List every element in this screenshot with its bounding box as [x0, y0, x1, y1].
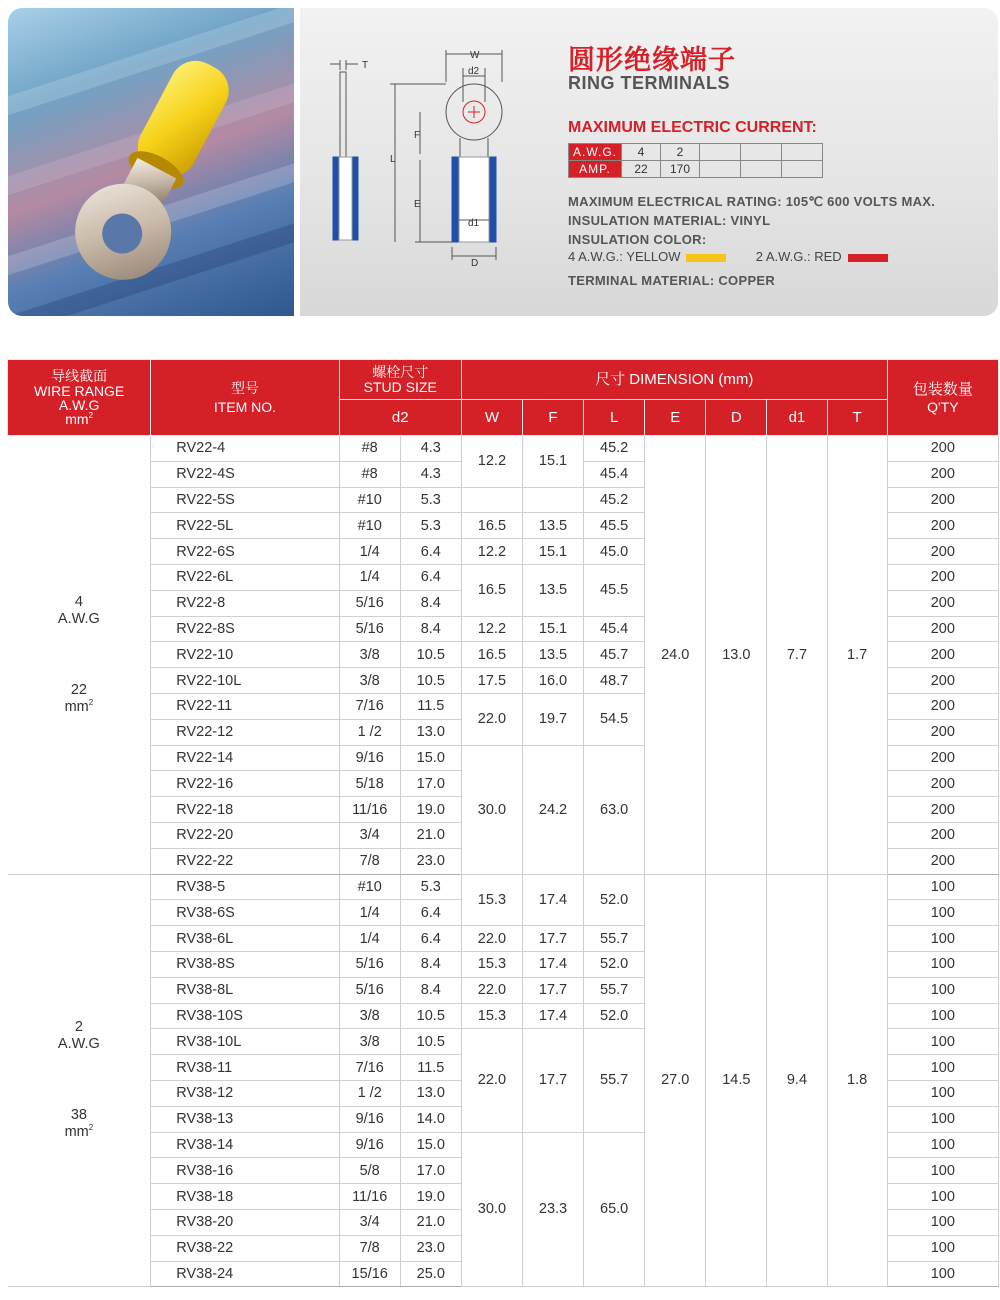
stud-size-cell: 15/16: [339, 1261, 400, 1287]
f-cell: 17.4: [522, 874, 583, 926]
item-no-cell: RV22-12: [151, 719, 339, 745]
qty-cell: 200: [887, 616, 998, 642]
qty-cell: 100: [887, 977, 998, 1003]
dim-t: T: [362, 60, 369, 71]
qty-cell: 100: [887, 1055, 998, 1081]
qty-cell: 200: [887, 487, 998, 513]
w-cell: 15.3: [461, 1003, 522, 1029]
w-cell: 16.5: [461, 564, 522, 616]
qty-cell: 100: [887, 874, 998, 900]
l-cell: 45.5: [584, 564, 645, 616]
item-no-cell: RV22-10L: [151, 668, 339, 694]
amp-label: AMP.: [569, 161, 622, 178]
stud-size-cell: 9/16: [339, 745, 400, 771]
item-no-cell: RV38-10S: [151, 1003, 339, 1029]
qty-cell: 100: [887, 900, 998, 926]
awg-value: 4: [622, 144, 661, 161]
qty-cell: 100: [887, 1003, 998, 1029]
w-cell: 30.0: [461, 1132, 522, 1287]
item-no-cell: RV22-10: [151, 642, 339, 668]
w-cell: 12.2: [461, 436, 522, 488]
d2-cell: 5.3: [400, 513, 461, 539]
l-cell: 52.0: [584, 874, 645, 926]
d2-cell: 11.5: [400, 1055, 461, 1081]
yellow-swatch: [686, 254, 726, 262]
d2-cell: 13.0: [400, 1080, 461, 1106]
qty-cell: 200: [887, 590, 998, 616]
current-table: [568, 143, 823, 178]
d2-cell: 8.4: [400, 977, 461, 1003]
d2-cell: 5.3: [400, 487, 461, 513]
qty-header: 包装数量 Q'TY: [887, 360, 998, 436]
stud-size-cell: 3/8: [339, 668, 400, 694]
d-header: D: [706, 400, 767, 436]
w-cell: 15.3: [461, 874, 522, 926]
dimension-header: 尺寸 DIMENSION (mm): [461, 360, 887, 400]
f-header: F: [522, 400, 583, 436]
item-no-cell: RV38-20: [151, 1209, 339, 1235]
d2-cell: 4.3: [400, 461, 461, 487]
item-no-cell: RV22-8S: [151, 616, 339, 642]
w-cell: 22.0: [461, 1029, 522, 1132]
empty-cell: [700, 161, 741, 178]
d2-cell: 10.5: [400, 642, 461, 668]
spec-table: [7, 359, 999, 1287]
f-cell: 16.0: [522, 668, 583, 694]
stud-size-cell: 7/16: [339, 1055, 400, 1081]
wire-range-header: 导线截面 WIRE RANGE A.W.G $mm^2$: [8, 360, 151, 436]
qty-cell: 200: [887, 539, 998, 565]
table-row: [8, 874, 999, 900]
l-cell: 52.0: [584, 951, 645, 977]
qty-cell: 100: [887, 1158, 998, 1184]
w-cell: 22.0: [461, 693, 522, 745]
dim-d: D: [471, 258, 479, 267]
item-no-cell: RV38-14: [151, 1132, 339, 1158]
d2-cell: 17.0: [400, 1158, 461, 1184]
item-no-cell: RV38-6L: [151, 926, 339, 952]
l-cell: 54.5: [584, 693, 645, 745]
l-cell: 45.0: [584, 539, 645, 565]
item-no-cell: RV22-20: [151, 822, 339, 848]
t-cell: 1.7: [827, 436, 887, 875]
w-header: W: [461, 400, 522, 436]
d2-cell: 19.0: [400, 1184, 461, 1210]
d1-cell: 9.4: [767, 874, 827, 1287]
d2-cell: 4.3: [400, 436, 461, 462]
stud-size-cell: #10: [339, 487, 400, 513]
stud-size-cell: 1/4: [339, 539, 400, 565]
w-cell: 16.5: [461, 513, 522, 539]
d2-cell: 6.4: [400, 564, 461, 590]
stud-size-cell: 3/8: [339, 1029, 400, 1055]
item-no-cell: RV22-5L: [151, 513, 339, 539]
item-no-cell: RV22-16: [151, 771, 339, 797]
qty-cell: 200: [887, 797, 998, 823]
t-header: T: [827, 400, 887, 436]
d2-cell: 5.3: [400, 874, 461, 900]
qty-cell: 200: [887, 771, 998, 797]
l-cell: 48.7: [584, 668, 645, 694]
item-no-cell: RV38-8L: [151, 977, 339, 1003]
item-no-cell: RV22-22: [151, 848, 339, 874]
stud-size-cell: 9/16: [339, 1106, 400, 1132]
current-title: MAXIMUM ELECTRIC CURRENT:: [568, 119, 817, 136]
w-cell: 16.5: [461, 642, 522, 668]
technical-drawing: [320, 42, 530, 267]
f-cell: 17.7: [522, 977, 583, 1003]
f-cell: 24.2: [522, 745, 583, 874]
stud-size-cell: 1/4: [339, 564, 400, 590]
item-no-cell: RV22-14: [151, 745, 339, 771]
insulation-color-label: INSULATION COLOR:: [568, 232, 707, 247]
qty-cell: 100: [887, 926, 998, 952]
qty-cell: 200: [887, 564, 998, 590]
stud-size-header: 螺栓尺寸 STUD SIZE: [339, 360, 461, 400]
f-cell: 19.7: [522, 693, 583, 745]
item-no-cell: RV22-18: [151, 797, 339, 823]
stud-size-cell: 7/8: [339, 1235, 400, 1261]
qty-cell: 100: [887, 1209, 998, 1235]
l-cell: 45.4: [584, 461, 645, 487]
empty-cell: [741, 144, 782, 161]
amp-value: 22: [622, 161, 661, 178]
rating-text: MAXIMUM ELECTRICAL RATING: 105℃ 600 VOLTS MAX.: [568, 194, 936, 209]
awg-value: 2: [661, 144, 700, 161]
d2-cell: 23.0: [400, 848, 461, 874]
f-cell: 15.1: [522, 436, 583, 488]
dim-d1: d1: [468, 218, 480, 229]
l-cell: 65.0: [584, 1132, 645, 1287]
f-cell: 15.1: [522, 539, 583, 565]
l-cell: 45.4: [584, 616, 645, 642]
stud-size-cell: #10: [339, 874, 400, 900]
l-cell: 45.7: [584, 642, 645, 668]
dim-l: L: [390, 154, 396, 165]
e-cell: 27.0: [645, 874, 706, 1287]
l-cell: 45.2: [584, 436, 645, 462]
qty-cell: 200: [887, 461, 998, 487]
ring-terminal-illustration: [8, 8, 294, 316]
stud-size-cell: 5/16: [339, 590, 400, 616]
d2-cell: 6.4: [400, 900, 461, 926]
qty-cell: 100: [887, 1184, 998, 1210]
item-no-cell: RV22-5S: [151, 487, 339, 513]
item-no-cell: RV38-18: [151, 1184, 339, 1210]
d2-cell: 10.5: [400, 1003, 461, 1029]
w-cell: [461, 487, 522, 513]
stud-size-cell: 5/8: [339, 1158, 400, 1184]
empty-cell: [741, 161, 782, 178]
stud-size-cell: 5/16: [339, 616, 400, 642]
stud-size-cell: 3/4: [339, 1209, 400, 1235]
dim-d2: d2: [468, 66, 480, 77]
item-no-cell: RV38-13: [151, 1106, 339, 1132]
qty-cell: 200: [887, 848, 998, 874]
f-cell: 13.5: [522, 642, 583, 668]
table-body: [8, 436, 999, 1287]
qty-cell: 100: [887, 951, 998, 977]
d1-cell: 7.7: [767, 436, 827, 875]
wire-range-cell: 2 A.W.G 38 $mm^2$: [8, 874, 151, 1287]
item-no-cell: RV38-12: [151, 1080, 339, 1106]
stud-size-cell: 5/18: [339, 771, 400, 797]
d2-cell: 21.0: [400, 822, 461, 848]
w-cell: 15.3: [461, 951, 522, 977]
l-cell: 52.0: [584, 1003, 645, 1029]
d2-cell: 6.4: [400, 539, 461, 565]
t-cell: 1.8: [827, 874, 887, 1287]
w-cell: 12.2: [461, 616, 522, 642]
amp-value: 170: [661, 161, 700, 178]
l-cell: 45.2: [584, 487, 645, 513]
d2-cell: 14.0: [400, 1106, 461, 1132]
qty-cell: 200: [887, 642, 998, 668]
f-cell: 23.3: [522, 1132, 583, 1287]
stud-size-cell: 7/16: [339, 693, 400, 719]
item-no-header: 型号 ITEM NO.: [151, 360, 339, 436]
dim-e: E: [414, 199, 421, 210]
l-cell: 55.7: [584, 977, 645, 1003]
item-no-cell: RV38-16: [151, 1158, 339, 1184]
d2-cell: 21.0: [400, 1209, 461, 1235]
item-no-cell: RV22-4S: [151, 461, 339, 487]
insulation-material: INSULATION MATERIAL: VINYL: [568, 213, 771, 228]
qty-cell: 100: [887, 1132, 998, 1158]
product-photo: [8, 8, 294, 316]
dim-f: F: [414, 130, 421, 141]
qty-cell: 200: [887, 745, 998, 771]
d1-header: d1: [767, 400, 827, 436]
d2-cell: 13.0: [400, 719, 461, 745]
item-no-cell: RV38-10L: [151, 1029, 339, 1055]
red-label: 2 A.W.G.: RED: [755, 249, 842, 264]
item-no-cell: RV38-24: [151, 1261, 339, 1287]
table-row: [8, 436, 999, 462]
terminal-material: TERMINAL MATERIAL: COPPER: [568, 273, 776, 288]
l-cell: 55.7: [584, 926, 645, 952]
item-no-cell: RV38-5: [151, 874, 339, 900]
d-cell: 14.5: [706, 874, 767, 1287]
f-cell: 13.5: [522, 564, 583, 616]
qty-cell: 200: [887, 513, 998, 539]
l-cell: 63.0: [584, 745, 645, 874]
empty-cell: [782, 161, 823, 178]
stud-size-cell: 11/16: [339, 797, 400, 823]
item-no-cell: RV22-8: [151, 590, 339, 616]
item-no-cell: RV22-6S: [151, 539, 339, 565]
f-cell: [522, 487, 583, 513]
stud-size-cell: 1 /2: [339, 1080, 400, 1106]
stud-size-cell: 5/16: [339, 977, 400, 1003]
d2-header: d2: [339, 400, 461, 436]
dim-w: W: [470, 50, 480, 61]
w-cell: 12.2: [461, 539, 522, 565]
empty-cell: [782, 144, 823, 161]
page-title: RING TERMINALS: [568, 73, 730, 93]
stud-size-cell: 3/8: [339, 1003, 400, 1029]
qty-cell: 200: [887, 436, 998, 462]
d2-cell: 10.5: [400, 1029, 461, 1055]
item-no-cell: RV22-4: [151, 436, 339, 462]
qty-cell: 200: [887, 822, 998, 848]
d2-cell: 6.4: [400, 926, 461, 952]
d-cell: 13.0: [706, 436, 767, 875]
d2-cell: 19.0: [400, 797, 461, 823]
stud-size-cell: #10: [339, 513, 400, 539]
f-cell: 17.7: [522, 1029, 583, 1132]
red-swatch: [848, 254, 888, 262]
d2-cell: 17.0: [400, 771, 461, 797]
d2-cell: 23.0: [400, 1235, 461, 1261]
qty-cell: 100: [887, 1106, 998, 1132]
stud-size-cell: 7/8: [339, 848, 400, 874]
wire-range-cell: 4 A.W.G 22 $mm^2$: [8, 436, 151, 875]
f-cell: 15.1: [522, 616, 583, 642]
d2-cell: 25.0: [400, 1261, 461, 1287]
f-cell: 17.4: [522, 951, 583, 977]
d2-cell: 8.4: [400, 616, 461, 642]
stud-size-cell: 1/4: [339, 900, 400, 926]
stud-size-cell: 1/4: [339, 926, 400, 952]
f-cell: 17.7: [522, 926, 583, 952]
qty-cell: 200: [887, 719, 998, 745]
w-cell: 30.0: [461, 745, 522, 874]
f-cell: 13.5: [522, 513, 583, 539]
d2-cell: 8.4: [400, 951, 461, 977]
stud-size-cell: 3/4: [339, 822, 400, 848]
item-no-cell: RV38-22: [151, 1235, 339, 1261]
qty-cell: 100: [887, 1235, 998, 1261]
stud-size-cell: 3/8: [339, 642, 400, 668]
d2-cell: 8.4: [400, 590, 461, 616]
qty-cell: 200: [887, 693, 998, 719]
w-cell: 17.5: [461, 668, 522, 694]
qty-cell: 100: [887, 1261, 998, 1287]
d2-cell: 11.5: [400, 693, 461, 719]
stud-size-cell: 11/16: [339, 1184, 400, 1210]
d2-cell: 15.0: [400, 745, 461, 771]
yellow-label: 4 A.W.G.: YELLOW: [568, 249, 681, 264]
w-cell: 22.0: [461, 926, 522, 952]
qty-cell: 200: [887, 668, 998, 694]
stud-size-cell: #8: [339, 436, 400, 462]
l-cell: 55.7: [584, 1029, 645, 1132]
e-header: E: [645, 400, 706, 436]
l-cell: 45.5: [584, 513, 645, 539]
empty-cell: [700, 144, 741, 161]
stud-size-cell: #8: [339, 461, 400, 487]
d2-cell: 10.5: [400, 668, 461, 694]
item-no-cell: RV22-11: [151, 693, 339, 719]
stud-size-cell: 9/16: [339, 1132, 400, 1158]
qty-cell: 100: [887, 1080, 998, 1106]
stud-size-cell: 1 /2: [339, 719, 400, 745]
insulation-colors: [568, 249, 888, 264]
awg-label: A.W.G.: [569, 144, 622, 161]
w-cell: 22.0: [461, 977, 522, 1003]
item-no-cell: RV22-6L: [151, 564, 339, 590]
f-cell: 17.4: [522, 1003, 583, 1029]
l-header: L: [584, 400, 645, 436]
d2-cell: 15.0: [400, 1132, 461, 1158]
page-title-cn: 圆形绝缘端子: [568, 45, 736, 76]
qty-cell: 100: [887, 1029, 998, 1055]
item-no-cell: RV38-11: [151, 1055, 339, 1081]
item-no-cell: RV38-6S: [151, 900, 339, 926]
e-cell: 24.0: [645, 436, 706, 875]
item-no-cell: RV38-8S: [151, 951, 339, 977]
stud-size-cell: 5/16: [339, 951, 400, 977]
